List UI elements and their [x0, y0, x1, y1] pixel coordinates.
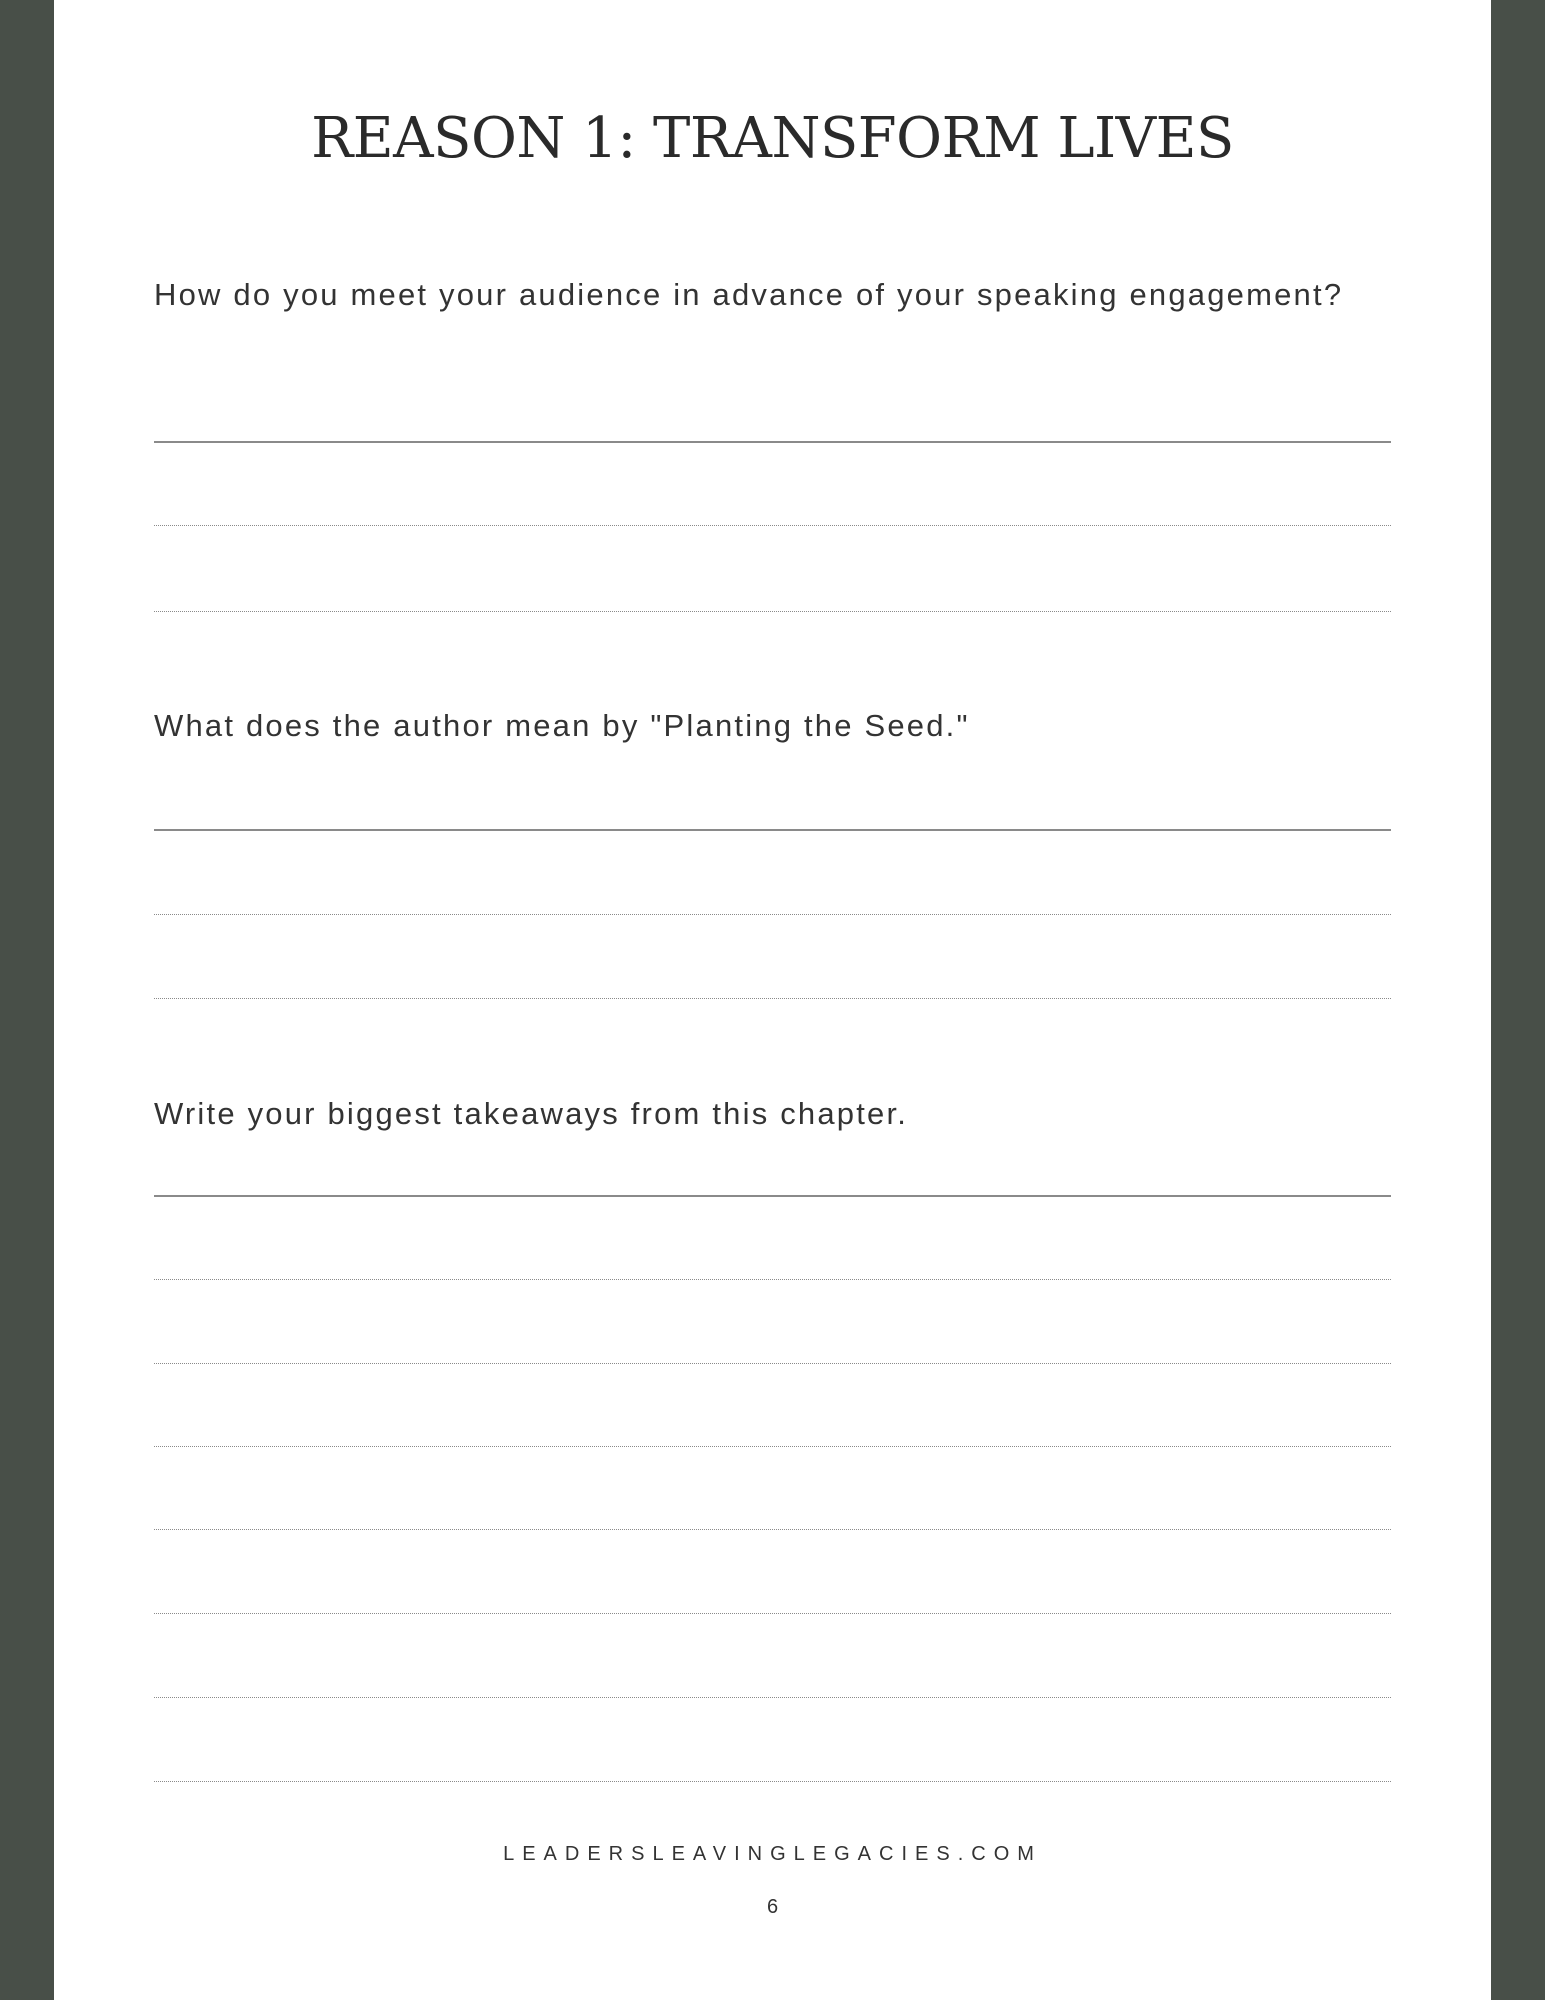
footer-website: LEADERSLEAVINGLEGACIES.COM [503, 1843, 1042, 1865]
answer-line-2-2[interactable] [154, 914, 1391, 915]
answer-line-3-2[interactable] [154, 1279, 1391, 1280]
answer-line-2-1[interactable] [154, 829, 1391, 831]
answer-line-3-1[interactable] [154, 1195, 1391, 1197]
answer-line-3-5[interactable] [154, 1529, 1391, 1530]
answer-line-1-2[interactable] [154, 525, 1391, 526]
answer-line-3-6[interactable] [154, 1613, 1391, 1614]
answer-line-2-3[interactable] [154, 998, 1391, 999]
page-title: REASON 1: TRANSFORM LIVES [311, 106, 1234, 171]
answer-line-3-3[interactable] [154, 1363, 1391, 1364]
question-1: How do you meet your audience in advance of your speaking engagement? [154, 277, 1344, 312]
question-3: Write your biggest takeaways from this chapter. [154, 1096, 909, 1131]
answer-line-3-4[interactable] [154, 1446, 1391, 1447]
answer-line-3-7[interactable] [154, 1697, 1391, 1698]
answer-line-3-8[interactable] [154, 1781, 1391, 1782]
answer-line-1-3[interactable] [154, 611, 1391, 612]
page-number: 6 [766, 1896, 779, 1918]
question-2: What does the author mean by "Planting the Seed." [154, 708, 970, 743]
worksheet-page [54, 0, 1491, 2000]
answer-line-1-1[interactable] [154, 441, 1391, 443]
